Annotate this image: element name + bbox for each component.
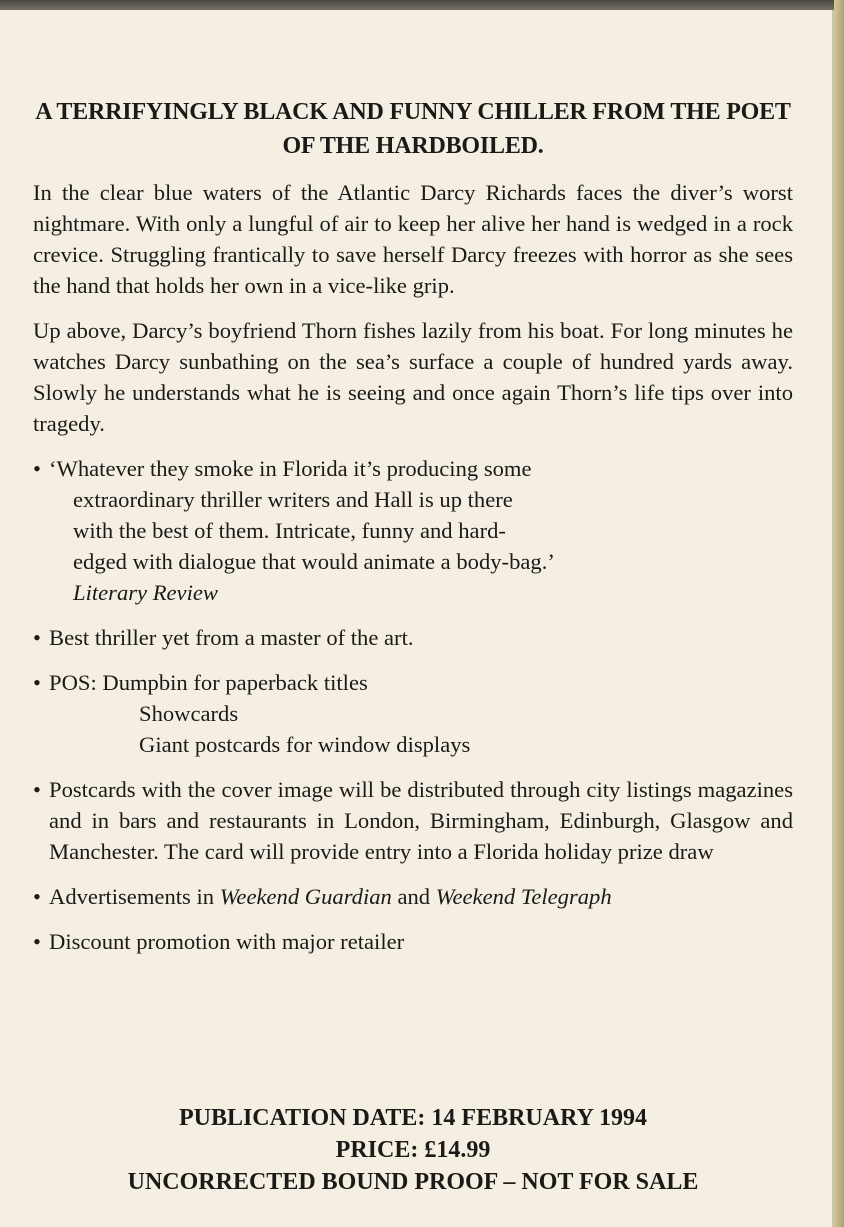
bullet-review-quote — [33, 453, 793, 608]
bullet-advertisements — [33, 881, 793, 912]
bullet-symbol: • — [33, 929, 41, 954]
bullet-symbol: • — [33, 670, 41, 695]
ads-paper-2: Weekend Telegraph — [435, 884, 612, 909]
bullet-postcards-text: Postcards with the cover image will be distributed through city listings magazines and in bars and restaurants in London, Birmingham, Edinburgh, Glasgow and Manchester. The card will provide entry into a Florida holiday prize draw — [49, 777, 793, 864]
proof-back-cover — [0, 10, 834, 1227]
bullet-symbol: • — [33, 884, 41, 909]
bullet-best-thriller — [33, 622, 793, 653]
ads-paper-1: Weekend Guardian — [219, 884, 392, 909]
ads-and: and — [391, 884, 436, 909]
quote-source-title: Literary Review — [73, 580, 218, 605]
pos-line-1: POS: Dumpbin for paperback titles — [49, 670, 368, 695]
bullet-discount — [33, 926, 793, 957]
quote-line-3: with the best of them. Intricate, funny and hard- — [73, 518, 506, 543]
publication-info — [33, 1102, 793, 1198]
bullet-symbol: • — [33, 625, 41, 650]
price: PRICE: £14.99 — [335, 1137, 491, 1163]
quote-source — [49, 577, 793, 608]
proof-notice: UNCORRECTED BOUND PROOF – NOT FOR SALE — [127, 1169, 699, 1195]
publication-date: PUBLICATION DATE: 14 FEBRUARY 1994 — [178, 1105, 648, 1131]
quote-line-4: edged with dialogue that would animate a body-bag.’ — [73, 549, 555, 574]
bullet-pos — [33, 667, 793, 760]
bullet-discount-text: Discount promotion with major retailer — [49, 929, 405, 954]
quote-line-2: extraordinary thriller writers and Hall is up there — [73, 487, 513, 512]
ads-prefix: Advertisements in — [49, 884, 220, 909]
synopsis-paragraph-2: Up above, Darcy’s boyfriend Thorn fishes lazily from his boat. For long minutes he watches Darcy sunbathing on the sea’s surface a couple of hundred yards away. Slowly he understands what he is seeing and once again Thorn’s life tips over into tragedy. — [33, 318, 793, 436]
pos-line-3: Giant postcards for window displays — [139, 732, 471, 757]
cover-copy — [33, 95, 793, 971]
synopsis-paragraph-1: In the clear blue waters of the Atlantic Darcy Richards faces the diver’s worst nightmare. With only a lungful of air to keep her alive her hand is wedged in a rock crevice. Struggling frantically to save herself Darcy freezes with horror as she sees the hand that holds her own in a vice-like grip. — [33, 180, 793, 298]
bullet-symbol: • — [33, 456, 41, 481]
bullet-best-text: Best thriller yet from a master of the art. — [49, 625, 414, 650]
quote-line-1: ‘Whatever they smoke in Florida it’s producing some — [49, 456, 532, 481]
pos-line-2: Showcards — [139, 701, 239, 726]
bullet-postcards — [33, 774, 793, 867]
bullet-symbol: • — [33, 777, 41, 802]
scan-right-edge — [834, 0, 844, 1227]
headline: A TERRIFYINGLY BLACK AND FUNNY CHILLER FROM THE POET OF THE HARDBOILED. — [35, 99, 791, 159]
